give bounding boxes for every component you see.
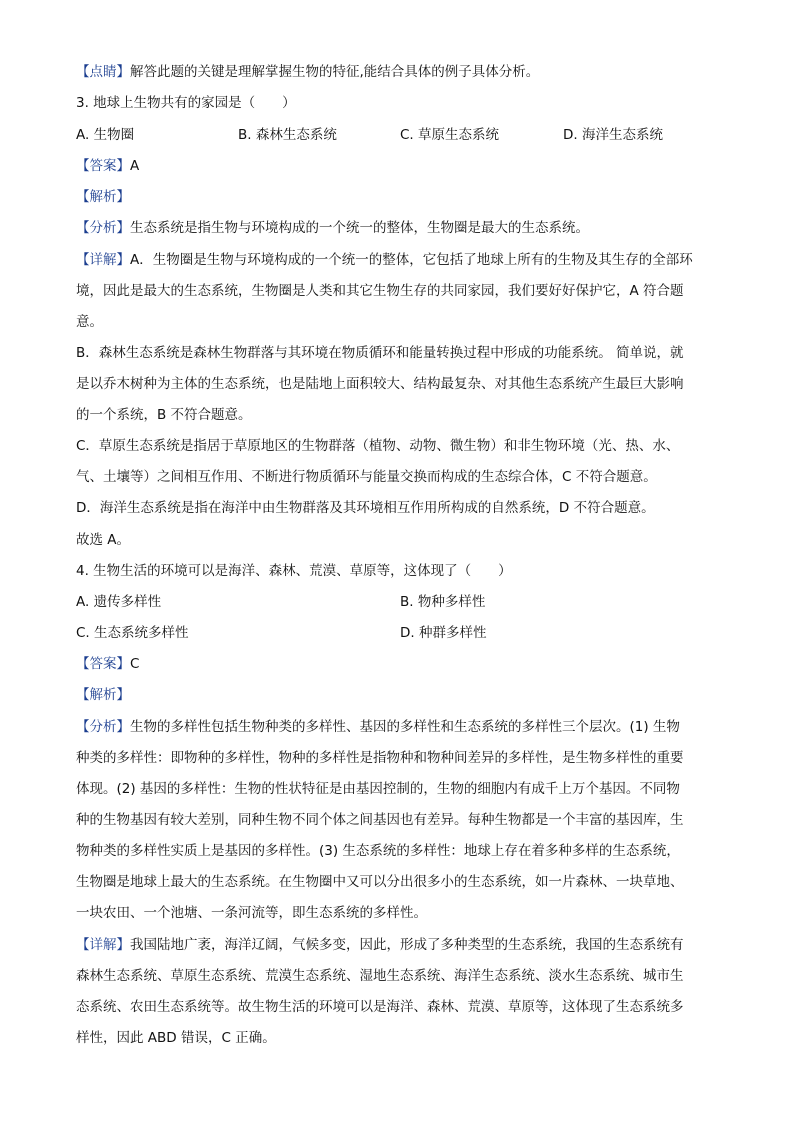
question-4-stem: 4. 生物生活的环境可以是海洋、森林、荒漠、草原等，这体现了（ ） [76, 563, 512, 579]
q3-option-c: C. 草原生态系统 [400, 127, 500, 143]
q4-xiangjie-line-3: 态系统、农田生态系统等。故生物生活的环境可以是海洋、森林、荒漠、草原等，这体现了生态系统多 [76, 999, 684, 1015]
q4-fenxi-line-6: 生物圈是地球上最大的生态系统。在生物圈中又可以分出很多小的生态系统，如一片森林、一块草地、 [76, 874, 684, 890]
q3-option-d: D. 海洋生态系统 [563, 127, 663, 143]
question-3-stem: 3. 地球上生物共有的家园是（ ） [76, 95, 296, 111]
q3-xiangjie-text: A．生物圈是生物与环境构成的一个统一的整体，它包括了地球上所有的生物及其生存的全部环 [130, 252, 693, 268]
q4-xiangjie-line-4: 样性，因此 ABD 错误，C 正确。 [76, 1030, 276, 1046]
tip-line [76, 62, 539, 82]
q3-xiangjie-line-9: D．海洋生态系统是指在海洋中由生物群落及其环境相互作用所构成的自然系统，D 不符合题意。 [76, 500, 655, 516]
q4-fenxi-label: 【分析】 [76, 719, 130, 735]
q4-answer-value: C [130, 656, 140, 672]
q4-fenxi-line-1 [76, 717, 680, 737]
q3-xiangjie-line-5: 是以乔木树种为主体的生态系统，也是陆地上面积较大、结构最复杂、对其他生态系统产生最巨大影响 [76, 376, 684, 392]
q4-xiangjie-line-2: 森林生态系统、草原生态系统、荒漠生态系统、湿地生态系统、海洋生态系统、淡水生态系统、城市生 [76, 968, 684, 984]
q3-answer-label: 【答案】 [76, 158, 130, 174]
q4-xiangjie-label: 【详解】 [76, 937, 130, 953]
q3-analysis-label: 【解析】 [76, 189, 130, 205]
q3-xiangjie-line-4: B．森林生态系统是森林生物群落与其环境在物质循环和能量转换过程中形成的功能系统。 简单说，就 [76, 345, 684, 361]
q4-option-b: B. 物种多样性 [400, 594, 486, 610]
q3-option-b: B. 森林生态系统 [238, 127, 337, 143]
q4-option-a: A. 遗传多样性 [76, 594, 162, 610]
q4-fenxi-text: 生物的多样性包括生物种类的多样性、基因的多样性和生态系统的多样性三个层次。(1) 生物 [130, 719, 680, 735]
q4-analysis-label: 【解析】 [76, 687, 130, 703]
q4-fenxi-line-2: 种类的多样性：即物种的多样性，物种的多样性是指物种和物种间差异的多样性，是生物多样性的重要 [76, 750, 684, 766]
q3-fenxi-text: 生态系统是指生物与环境构成的一个统一的整体，生物圈是最大的生态系统。 [130, 220, 589, 236]
q4-answer-line [76, 654, 139, 674]
q4-fenxi-line-4: 种的生物基因有较大差别，同种生物不同个体之间基因也有差异。每种生物都是一个丰富的基因库，生 [76, 812, 684, 828]
q3-xiangjie-line-7: C．草原生态系统是指居于草原地区的生物群落（植物、动物、微生物）和非生物环境（光、热、水、 [76, 438, 680, 454]
q3-xiangjie-line-10: 故选 A。 [76, 532, 131, 548]
q3-xiangjie-label: 【详解】 [76, 252, 130, 268]
tip-label: 【点睛】 [76, 64, 130, 80]
q4-option-d: D. 种群多样性 [400, 625, 487, 641]
q3-xiangjie-line-2: 境，因此是最大的生态系统，生物圈是人类和其它生物生存的共同家园，我们要好好保护它，A 符合题 [76, 283, 684, 299]
q3-fenxi-line [76, 218, 589, 238]
q3-answer-value: A [130, 158, 140, 174]
q3-answer-line [76, 156, 139, 176]
q4-fenxi-line-5: 物种类的多样性实质上是基因的多样性。(3) 生态系统的多样性：地球上存在着多种多样的生态系统， [76, 843, 680, 859]
q4-fenxi-line-7: 一块农田、一个池塘、一条河流等，即生态系统的多样性。 [76, 905, 427, 921]
tip-text: 解答此题的关键是理解掌握生物的特征,能结合具体的例子具体分析。 [130, 64, 540, 80]
q4-answer-label: 【答案】 [76, 656, 130, 672]
q4-option-c: C. 生态系统多样性 [76, 625, 189, 641]
q3-fenxi-label: 【分析】 [76, 220, 130, 236]
q4-xiangjie-line-1 [76, 935, 684, 955]
q3-option-a: A. 生物圈 [76, 127, 135, 143]
q4-xiangjie-text: 我国陆地广袤，海洋辽阔，气候多变，因此，形成了多种类型的生态系统，我国的生态系统有 [130, 937, 684, 953]
q3-xiangjie-line-1 [76, 250, 693, 270]
q3-xiangjie-line-8: 气、土壤等）之间相互作用、不断进行物质循环与能量交换而构成的生态综合体，C 不符合题意。 [76, 469, 657, 485]
q3-xiangjie-line-3: 意。 [76, 314, 103, 330]
q3-xiangjie-line-6: 的一个系统，B 不符合题意。 [76, 407, 252, 423]
q4-fenxi-line-3: 体现。(2) 基因的多样性：生物的性状特征是由基因控制的，生物的细胞内有成千上万个基因。不同物 [76, 781, 680, 797]
